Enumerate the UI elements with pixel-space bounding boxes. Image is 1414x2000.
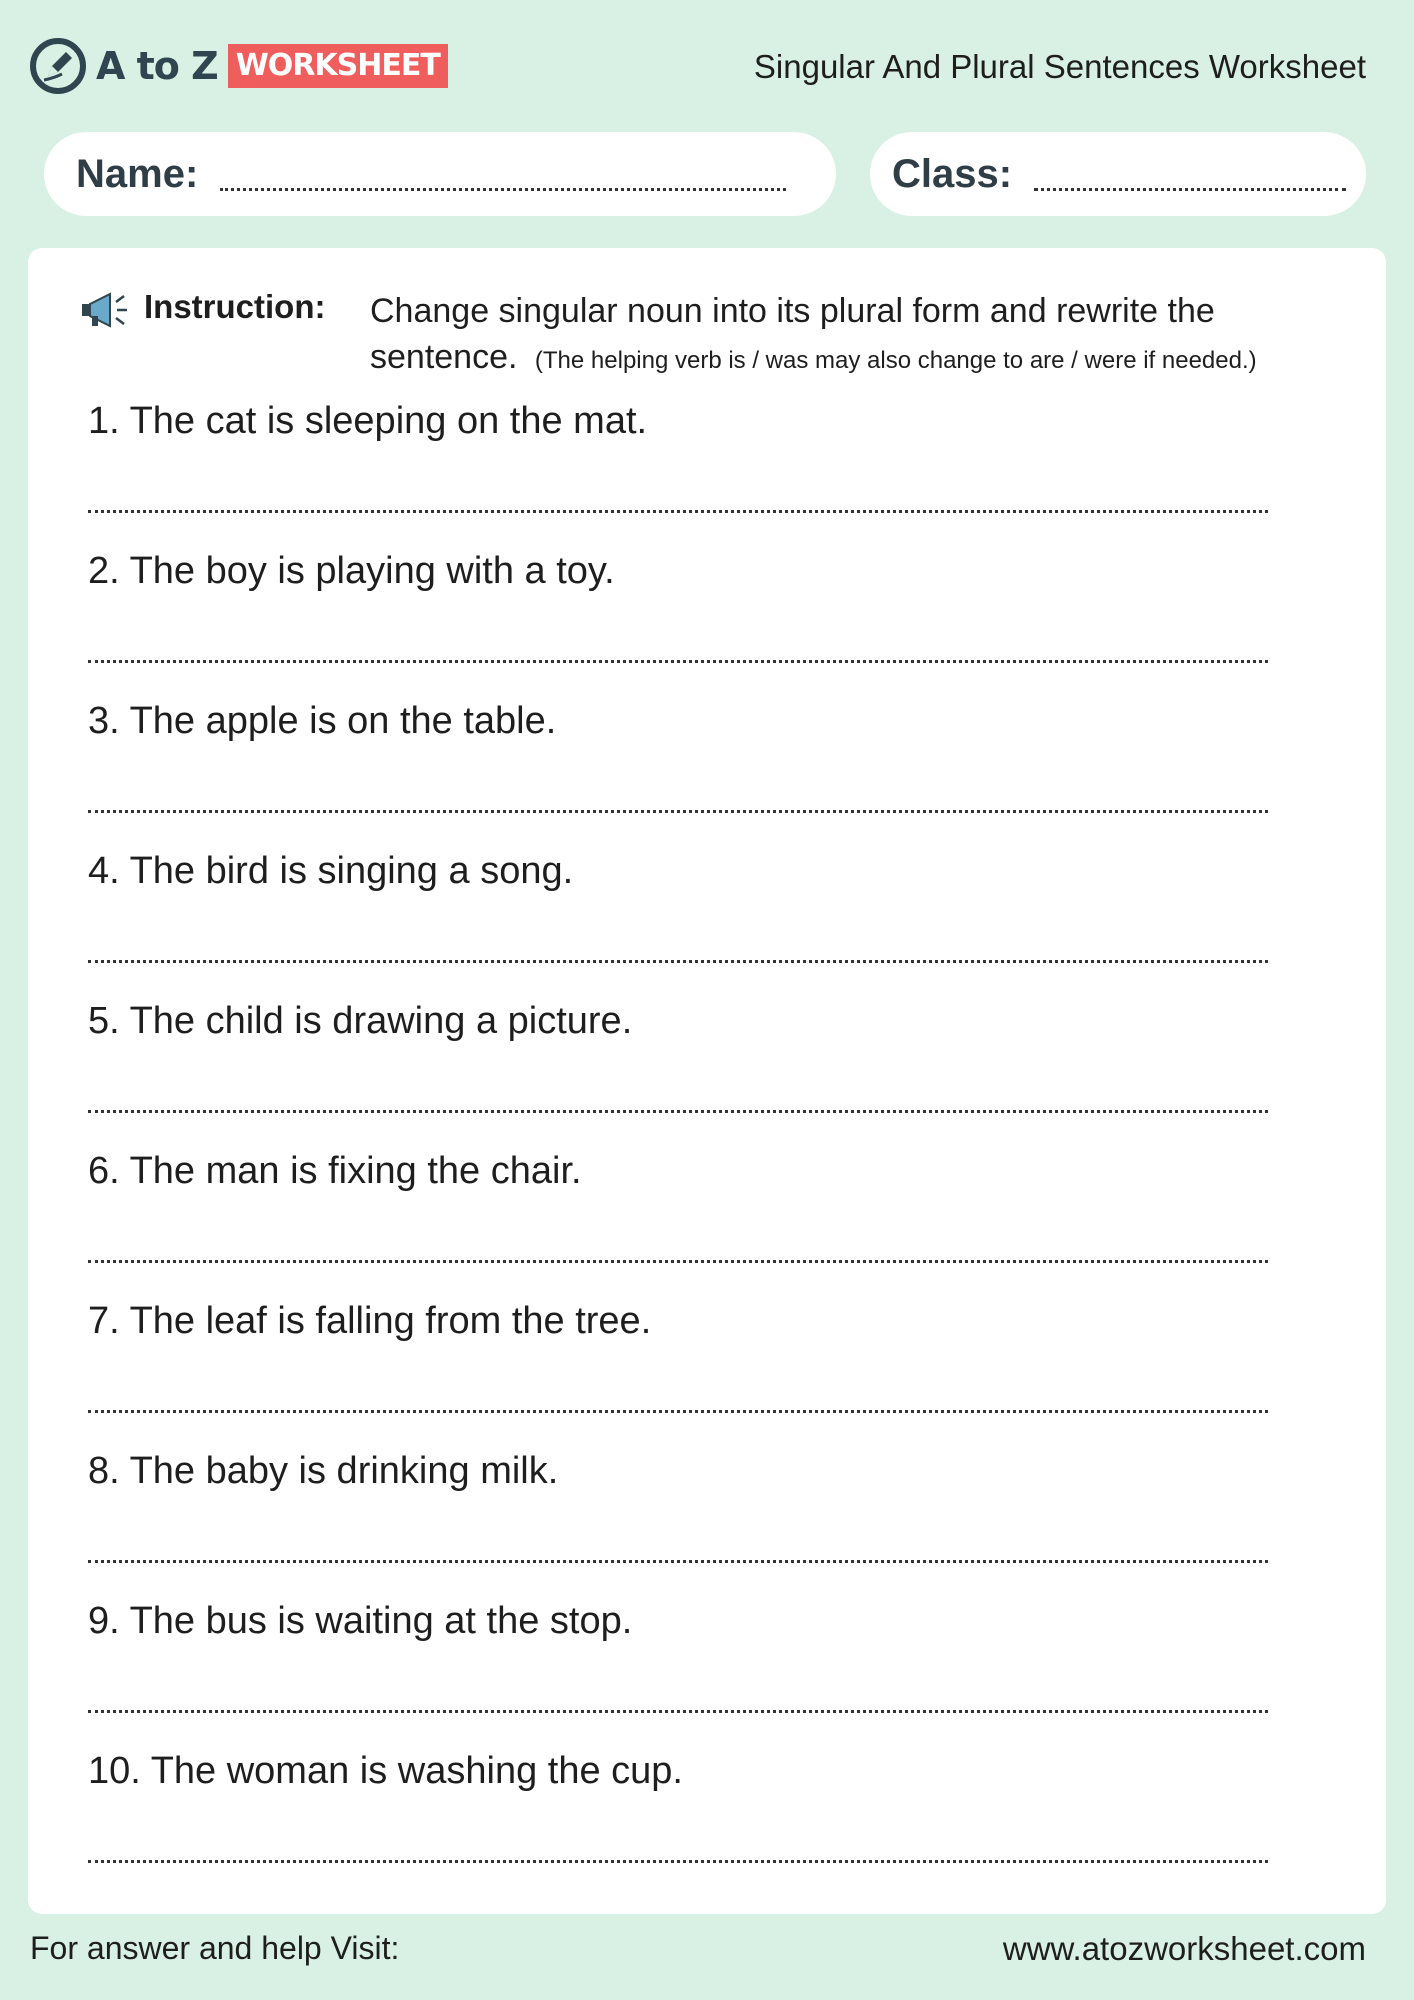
question-item [88, 1450, 1308, 1493]
instruction-label: Instruction: [144, 288, 326, 325]
question-item [88, 1750, 1308, 1793]
answer-line[interactable] [88, 660, 1268, 663]
question-item [88, 1300, 1308, 1343]
pencil-circle-icon [30, 38, 86, 94]
question-text: 10. The woman is washing the cup. [88, 1750, 683, 1792]
logo-badge: WORKSHEET [228, 44, 448, 88]
footer-text: For answer and help Visit: [30, 1930, 400, 1966]
question-item [88, 1150, 1308, 1193]
question-item [88, 1000, 1308, 1043]
question-item [88, 850, 1308, 893]
question-text: 7. The leaf is falling from the tree. [88, 1300, 652, 1342]
question-item [88, 1600, 1308, 1643]
question-text: 1. The cat is sleeping on the mat. [88, 400, 648, 442]
megaphone-icon [80, 290, 132, 335]
instruction-text [370, 288, 1330, 384]
class-field[interactable] [1034, 188, 1346, 191]
question-text: 4. The bird is singing a song. [88, 850, 574, 892]
page-title: Singular And Plural Sentences Worksheet [753, 48, 1366, 85]
instruction-main: Change singular noun into its plural form and rewrite the sentence. [370, 292, 1215, 376]
answer-line[interactable] [88, 1860, 1268, 1863]
answer-line[interactable] [88, 1710, 1268, 1713]
answer-line[interactable] [88, 1260, 1268, 1263]
question-text: 5. The child is drawing a picture. [88, 1000, 633, 1042]
class-field-box [870, 132, 1366, 216]
instruction-note: (The helping verb is / was may also change to are / were if needed.) [534, 347, 1257, 374]
logo-text: A to Z [96, 44, 218, 88]
answer-line[interactable] [88, 1410, 1268, 1413]
worksheet-card [28, 248, 1386, 1914]
answer-line[interactable] [88, 510, 1268, 513]
question-text: 6. The man is fixing the chair. [88, 1150, 582, 1192]
question-text: 8. The baby is drinking milk. [88, 1450, 559, 1492]
name-label: Name: [76, 151, 199, 196]
answer-line[interactable] [88, 1110, 1268, 1113]
class-label: Class: [892, 151, 1013, 196]
question-item [88, 550, 1308, 593]
logo[interactable] [30, 38, 448, 94]
question-text: 2. The boy is playing with a toy. [88, 550, 615, 592]
name-field[interactable] [220, 188, 786, 191]
footer-link[interactable]: www.atozworksheet.com [1002, 1930, 1366, 1967]
name-field-box [44, 132, 836, 216]
answer-line[interactable] [88, 810, 1268, 813]
question-text: 9. The bus is waiting at the stop. [88, 1600, 633, 1642]
answer-line[interactable] [88, 1560, 1268, 1563]
header [0, 0, 1414, 130]
answer-line[interactable] [88, 960, 1268, 963]
question-item [88, 700, 1308, 743]
question-text: 3. The apple is on the table. [88, 700, 557, 742]
question-item [88, 400, 1308, 443]
